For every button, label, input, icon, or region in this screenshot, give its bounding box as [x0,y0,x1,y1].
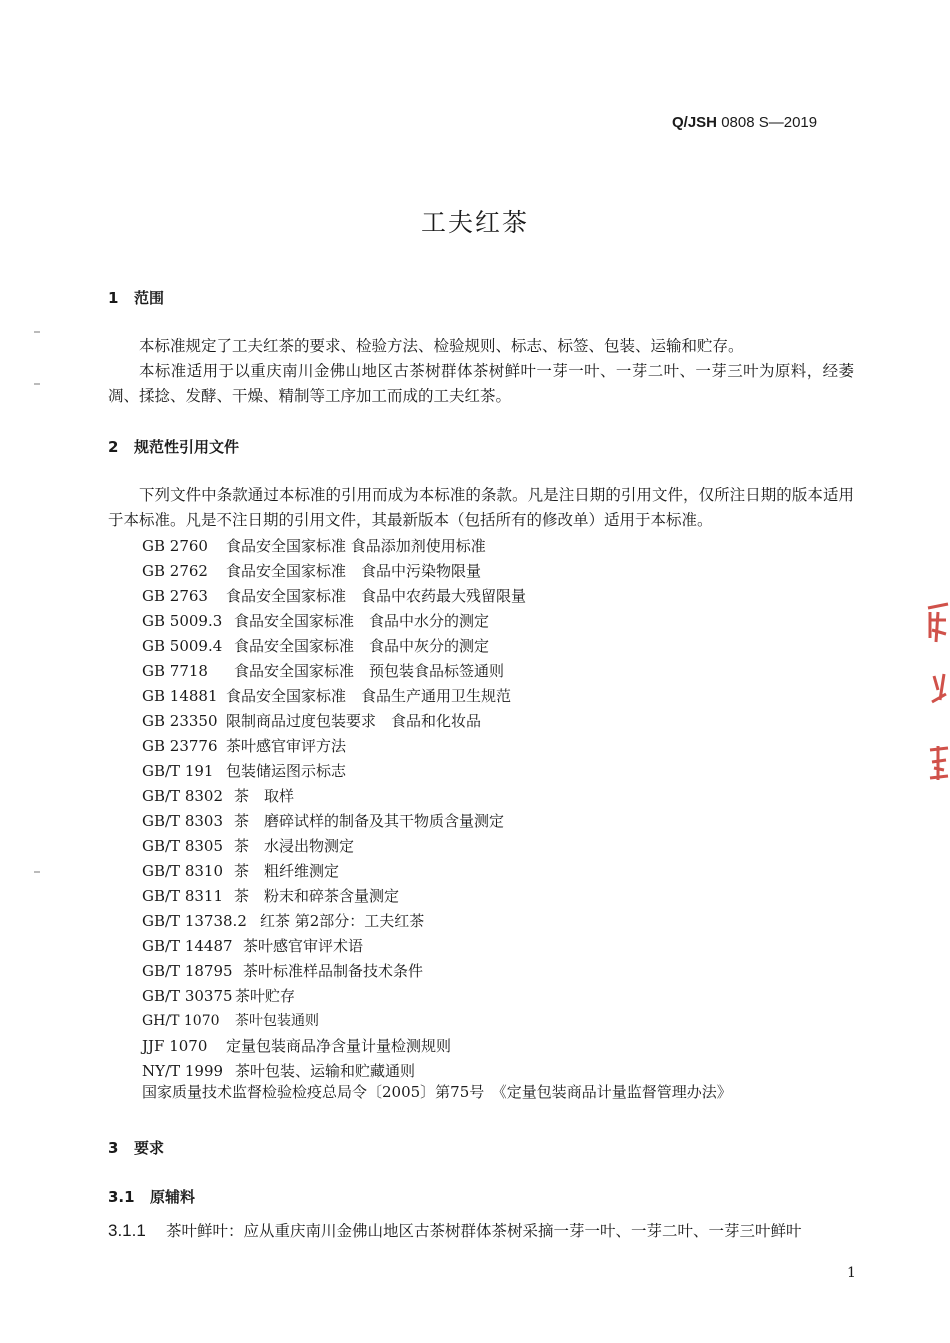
reference-item [142,534,486,559]
reference-title: 茶 水浸出物测定 [234,837,355,855]
reference-code: GB 7718 [142,662,208,680]
reference-title: 食品安全国家标准 食品生产通用卫生规范 [226,687,512,705]
reference-code: GB/T 8302 [142,787,224,805]
reference-item-decree: 国家质量技术监督检验检疫总局令〔2005〕第75号 《定量包装商品计量监督管理办法》 [142,1083,732,1101]
reference-item [142,609,489,634]
reference-code: GB/T 8303 [142,812,224,830]
reference-title: 定量包装商品净含量计量检测规则 [226,1037,452,1055]
reference-title: 红茶 第2部分：工夫红茶 [260,912,425,930]
reference-title: 茶 取样 [234,787,295,805]
section-1-heading [108,287,164,308]
section-title: 原辅料 [150,1188,196,1206]
reference-item [142,734,346,759]
section-3-1-heading [108,1186,195,1207]
reference-code: GB/T 8310 [142,862,224,880]
reference-code: GB/T 8305 [142,837,224,855]
section-2-heading [108,436,239,457]
clause-number: 3.1.1 [108,1221,146,1240]
reference-code: GB/T 18795 [142,962,233,980]
reference-title: 食品安全国家标准 食品中灰分的测定 [234,637,490,655]
reference-title: 食品安全国家标准 预包装食品标签通则 [234,662,505,680]
reference-title: 茶叶感官审评方法 [226,737,347,755]
scope-paragraph-1: 本标准规定了工夫红茶的要求、检验方法、检验规则、标志、标签、包装、运输和贮存。 [139,337,744,355]
reference-code: GB/T 14487 [142,937,233,955]
red-seal-stamp-fragment [920,590,950,790]
scope-paragraph-2: 本标准适用于以重庆南川金佛山地区古茶树群体茶树鲜叶一芽一叶、一芽二叶、一芽三叶为原料，经萎凋、揉捻、发酵、干燥、精制等工序加工而成的工夫红茶。 [108,362,854,405]
section-title: 要求 [134,1139,165,1157]
section-3-heading [108,1137,164,1158]
reference-code: GB/T 191 [142,762,214,780]
reference-item [142,959,423,984]
reference-title: 茶 粉末和碎茶含量测定 [234,887,400,905]
reference-item [142,934,363,959]
reference-title: 茶叶包装、运输和贮藏通则 [235,1062,416,1080]
reference-item [142,909,424,934]
reference-code: GH/T 1070 [142,1013,220,1029]
reference-code: GB/T 30375 [142,987,233,1005]
standard-number: 0808 S—2019 [721,114,818,131]
reference-title: 茶叶感官审评术语 [243,937,364,955]
section-number: 1 [108,289,119,307]
reference-item [142,559,481,584]
section-number: 2 [108,438,119,456]
reference-item [142,984,295,1009]
section-title: 规范性引用文件 [134,438,240,456]
scan-mark [34,383,40,385]
clause-text: 茶叶鲜叶：应从重庆南川金佛山地区古茶树群体茶树采摘一芽一叶、一芽二叶、一芽三叶鲜叶 [166,1222,802,1240]
reference-code: GB/T 8311 [142,887,224,905]
reference-item [142,809,504,834]
section-number: 3 [108,1139,119,1157]
reference-title: 茶 磨碎试样的制备及其干物质含量测定 [234,812,505,830]
reference-code: GB 23776 [142,737,218,755]
reference-item [142,784,294,809]
reference-code: GB 2763 [142,587,208,605]
reference-item [142,1034,451,1059]
section-title: 范围 [134,289,165,307]
document-title: 工夫红茶 [420,208,529,237]
reference-title: 茶叶贮存 [235,987,296,1005]
reference-title: 茶 粗纤维测定 [234,862,340,880]
reference-code: GB 2760 [142,537,208,555]
reference-code: GB 5009.4 [142,637,223,655]
section-number: 3.1 [108,1188,135,1206]
reference-code: GB/T 13738.2 [142,912,247,930]
reference-item [142,584,526,609]
reference-item [142,1009,319,1034]
reference-code: GB 5009.3 [142,612,223,630]
reference-title: 食品安全国家标准 食品中水分的测定 [234,612,490,630]
reference-item [142,859,339,884]
reference-code: JJF 1070 [142,1037,208,1055]
scan-mark [34,331,40,333]
reference-code: NY/T 1999 [142,1062,224,1080]
reference-item [142,834,354,859]
reference-title: 食品安全国家标准 食品中污染物限量 [226,562,482,580]
reference-title: 茶叶标准样品制备技术条件 [243,962,424,980]
scan-mark [34,871,40,873]
references-intro: 下列文件中条款通过本标准的引用而成为本标准的条款。凡是注日期的引用文件，仅所注日期的版本适用于本标准。凡是不注日期的引用文件，其最新版本（包括所有的修改单）适用于本标准。 [108,486,854,529]
reference-title: 食品安全国家标准 食品添加剂使用标准 [226,537,486,555]
reference-item [142,759,346,784]
reference-title: 包装储运图示标志 [226,762,347,780]
reference-title: 茶叶包装通则 [235,1013,319,1029]
reference-title: 食品安全国家标准 食品中农药最大残留限量 [226,587,527,605]
reference-item [142,634,489,659]
clause-3-1-1 [108,1219,802,1241]
reference-item [142,684,511,709]
page-number: 1 [847,1265,856,1281]
reference-title: 限制商品过度包装要求 食品和化妆品 [226,712,482,730]
reference-item [142,659,504,684]
reference-code: GB 2762 [142,562,208,580]
standard-code [672,114,817,131]
reference-item [142,709,481,734]
reference-code: GB 14881 [142,687,218,705]
standard-prefix: Q/JSH [672,114,718,131]
reference-item [142,884,399,909]
reference-code: GB 23350 [142,712,218,730]
